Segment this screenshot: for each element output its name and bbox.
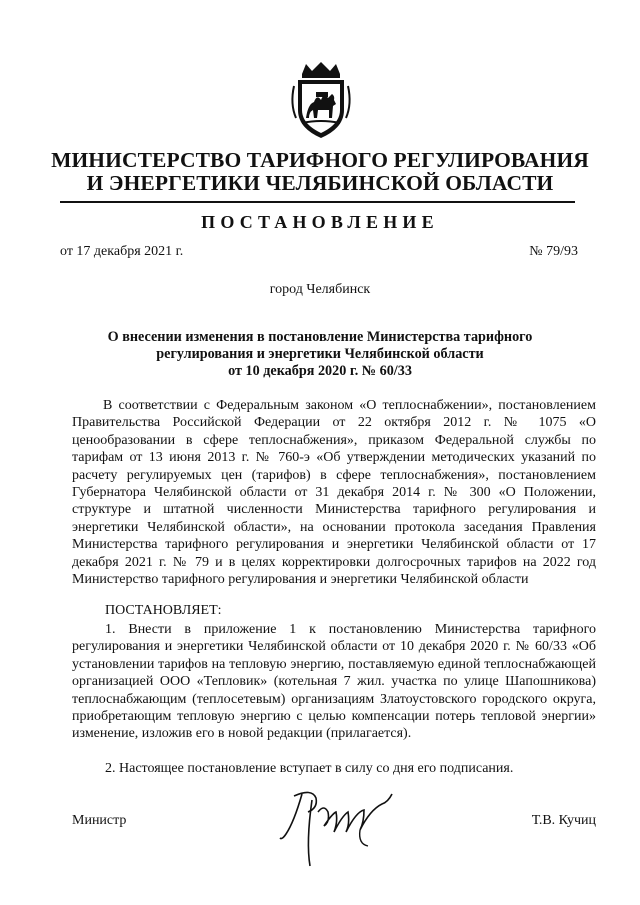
preamble-paragraph: В соответствии с Федеральным законом «О теплоснабжении», постановлением Правительства Российской Федерации от 22 октября 2012 г. № 1075 «О ценообразовании в сфере теплоснабжения», приказом Федеральной службы по тарифам от 13 июня 2013 г. № 760-э «Об утверждении методических указаний по расчету регулируемых цен (тарифов) в сфере теплоснабжения», постановлением Губернатора Челябинской области от 31 декабря 2014 г. № 300 «О Положении, структуре и штатной численности Министерства тарифного регулирования и энергетики Челябинской области», на основании протокола заседания Правления Министерства тарифного регулирования и энергетики Челябинской области от 17 декабря 2021 г. № 79 и в целях корректировки долгосрочных тарифов на 2022 год Министерство тарифного регулирования и энергетики Челябинской области xyxy=(72,398,596,588)
ministry-name-line1: МИНИСТЕРСТВО ТАРИФНОГО РЕГУЛИРОВАНИЯ xyxy=(51,148,589,172)
document-date: от 17 декабря 2021 г. xyxy=(60,244,184,259)
subject-line2: регулирования и энергетики Челябинской области xyxy=(156,346,484,362)
decree-word: ПОСТАНОВЛЯЕТ: xyxy=(105,603,222,618)
coat-of-arms-icon xyxy=(288,60,354,140)
decree-item-1: 1. Внести в приложение 1 к постановлению Министерства тарифного регулирования и энергетики Челябинской области от 10 декабря 2020 г. № 60/33 «Об установлении тарифов на тепловую энергию, поставляемую единой теплоснабжающей организацией ООО «Тепловик» (котельная 7 жил. участка по улице Шапошникова) теплоснабжающим (теплосетевым) организациям Златоустовского городского округа, приобретающим тепловую энергию с целью компенсации потерь тепловой энергии» изменение, изложив его в новой редакции (прилагается). xyxy=(72,622,596,742)
header-divider xyxy=(60,201,575,203)
decree-item-2: 2. Настоящее постановление вступает в силу со дня его подписания. xyxy=(105,761,514,776)
signer-title: Министр xyxy=(72,813,127,828)
document-type: ПОСТАНОВЛЕНИЕ xyxy=(201,212,439,232)
subject-line3: от 10 декабря 2020 г. № 60/33 xyxy=(228,363,412,379)
document-city: город Челябинск xyxy=(269,282,371,297)
signer-name: Т.В. Кучиц xyxy=(531,813,596,828)
document-number: № 79/93 xyxy=(529,244,578,259)
handwritten-signature xyxy=(272,782,422,872)
ministry-name-line2: И ЭНЕРГЕТИКИ ЧЕЛЯБИНСКОЙ ОБЛАСТИ xyxy=(86,171,554,195)
subject-line1: О внесении изменения в постановление Министерства тарифного xyxy=(107,329,533,345)
